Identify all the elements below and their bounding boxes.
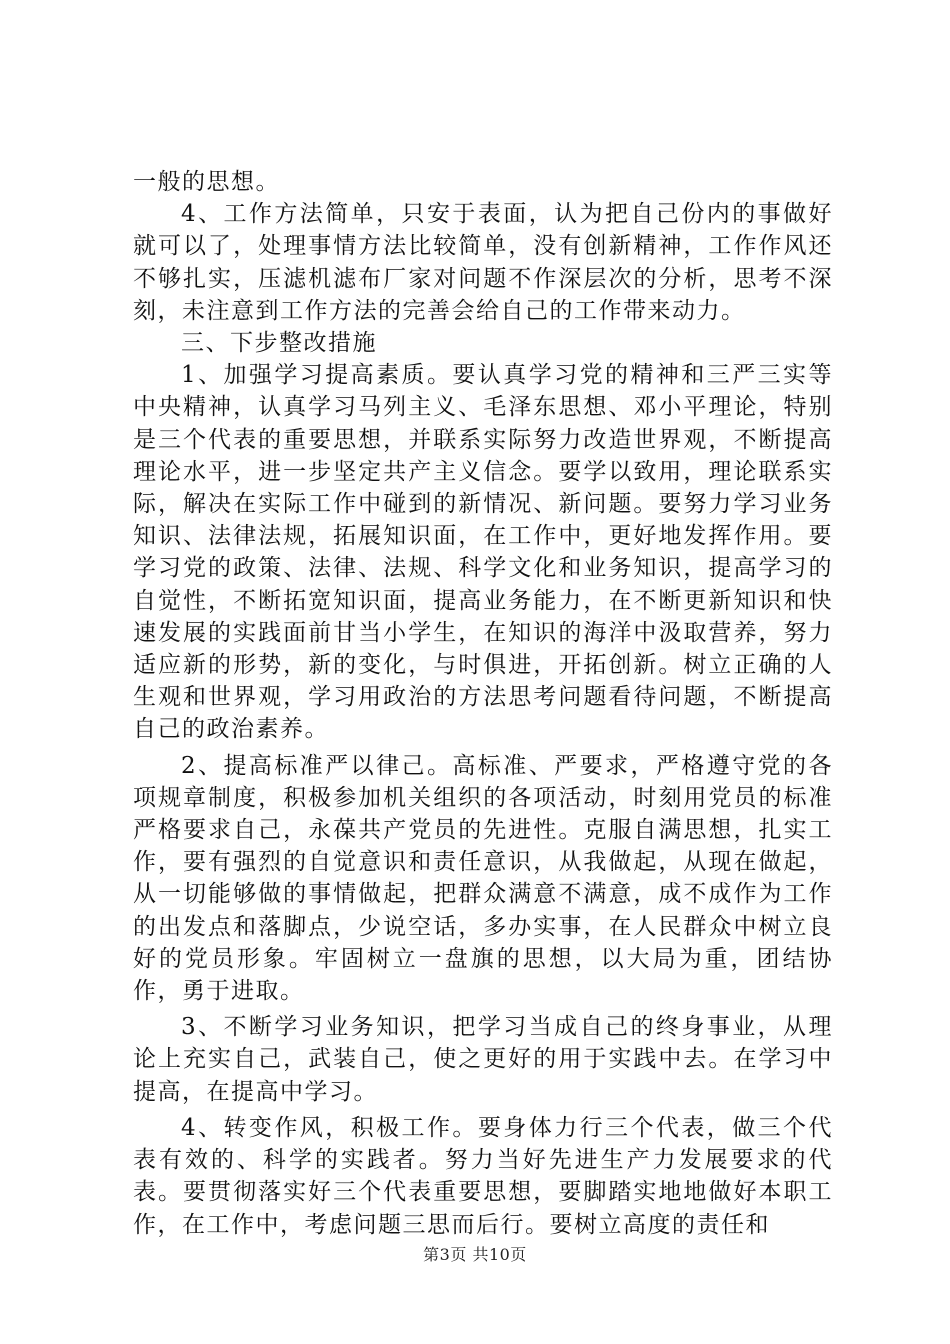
paragraph-item-4-work-method: 4、工作方法简单，只安于表面，认为把自己份内的事做好就可以了，处理事情方法比较简单，没有创新精神，工作作风还不够扎实，压滤机滤布厂家对问题不作深层次的分析，思考不深刻，未注意到工作方法的完善会给自己的工作带来动力。 [133,201,833,324]
section-heading-rectification: 三、下步整改措施 [181,330,377,357]
paragraph-measure-1: 1、加强学习提高素质。要认真学习党的精神和三严三实等中央精神，认真学习马列主义、毛泽东思想、邓小平理论，特别是三个代表的重要思想，并联系实际努力改造世界观，不断提高理论水平，进一步坚定共产主义信念。要学以致用，理论联系实际，解决在实际工作中碰到的新情况、新问题。要努力学习业务知识、法律法规，拓展知识面，在工作中，更好地发挥作用。要学习党的政策、法律、法规、科学文化和业务知识，提高学习的自觉性，不断拓宽知识面，提高业务能力，在不断更新知识和快速发展的实践面前甘当小学生，在知识的海洋中汲取营养，努力适应新的形势，新的变化，与时俱进，开拓创新。树立正确的人生观和世界观，学习用政治的方法思考问题看待问题，不断提高自己的政治素养。 [133,362,833,743]
paragraph-measure-3: 3、不断学习业务知识，把学习当成自己的终身事业，从理论上充实自己，武装自己，使之更好的用于实践中去。在学习中提高，在提高中学习。 [133,1014,833,1105]
document-body [133,166,833,1241]
paragraph-continuation: 一般的思想。 [133,169,280,195]
page-number-footer: 第3页 共10页 [423,1245,527,1264]
paragraph-measure-4: 4、转变作风，积极工作。要身体力行三个代表，做三个代表有效的、科学的实践者。努力当好先进生产力发展要求的代表。要贯彻落实好三个代表重要思想，要脚踏实地地做好本职工作，在工作中，考虑问题三思而后行。要树立高度的责任和 [133,1114,833,1238]
paragraph-measure-2: 2、提高标准严以律己。高标准、严要求，严格遵守党的各项规章制度，积极参加机关组织的各项活动，时刻用党员的标准严格要求自己，永葆共产党员的先进性。克服自满思想，扎实工作，要有强烈的自觉意识和责任意识，从我做起，从现在做起，从一切能够做的事情做起，把群众满意不满意，成不成作为工作的出发点和落脚点，少说空话，多办实事，在人民群众中树立良好的党员形象。牢固树立一盘旗的思想，以大局为重，团结协作，勇于进取。 [133,752,833,1005]
